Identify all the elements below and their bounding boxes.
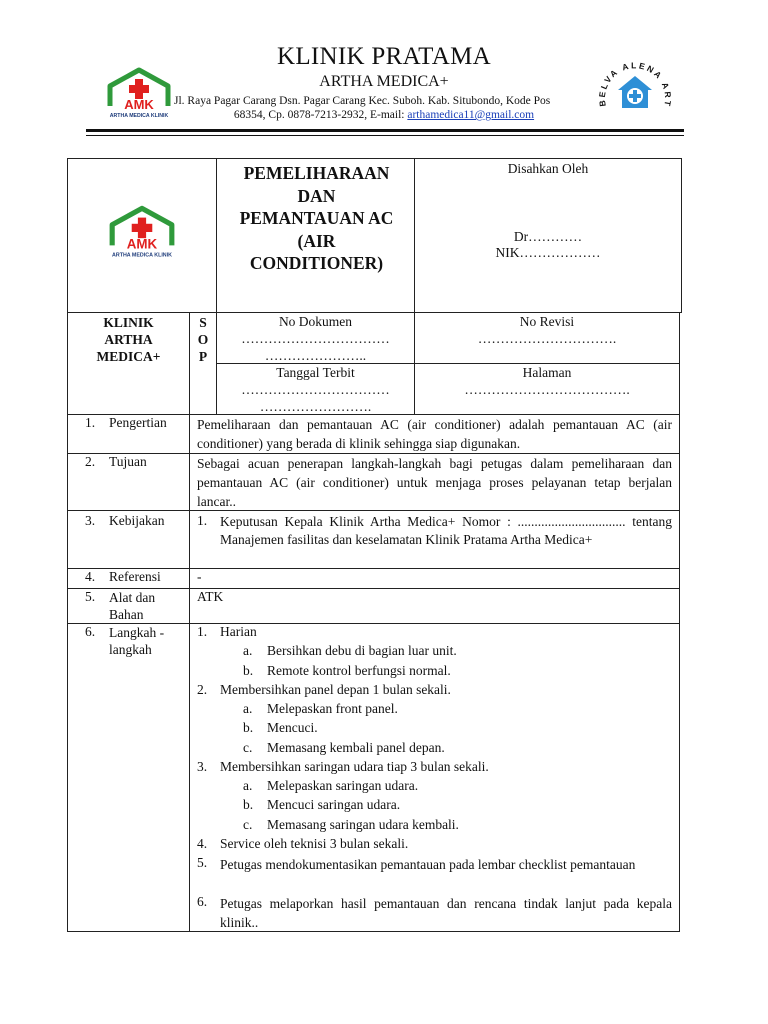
revision-cell (414, 312, 680, 364)
section-label-cell (67, 568, 190, 589)
step-text: Membersihkan panel depan 1 bulan sekali. (220, 682, 451, 697)
substep-letter: b. (243, 663, 254, 678)
clinic-name-line: ARTHA (104, 332, 153, 347)
step-number: 5. (197, 855, 208, 870)
email-link[interactable]: arthamedica11@gmail.com (407, 109, 535, 121)
section-label: Tujuan (109, 454, 147, 469)
pengertian-text: Pemeliharaan dan pemantauan AC (air conditioner) adalah pemantauan AC (air conditioner) yang berada di klinik sehingga siap digunakan. (197, 417, 672, 451)
step-number: 1. (197, 624, 208, 639)
section-label: Referensi (109, 569, 161, 584)
clinic-name-line: KLINIK (103, 315, 154, 330)
substep-letter: b. (243, 797, 254, 812)
sop-title-line: PEMANTAUAN AC (239, 208, 394, 228)
substep-text: Mencuci. (267, 720, 318, 735)
address-contact: 68354, Cp. 0878-7213-2932, E-mail: (233, 109, 408, 121)
sop-title-line: DAN (297, 185, 336, 206)
sop-letter: S (199, 315, 207, 330)
section-label: Kebijakan (109, 513, 165, 528)
section-label: Alat dan (109, 590, 156, 605)
kebijakan-text: Keputusan Kepala Klinik Artha Medica+ Nomor : ................................ tentang Manajemen fasilitas dan keselamatan Klinik Pratama Artha Medica+ (220, 514, 672, 547)
section-number: 5. (85, 589, 96, 604)
section-label-cell (67, 453, 190, 511)
section-number: 4. (85, 569, 96, 584)
sop-logo-text: AMK (126, 236, 158, 252)
substep-letter: c. (243, 817, 253, 832)
clinic-name-cell (67, 312, 190, 415)
section-label: Pengertian (109, 415, 167, 430)
section-content-cell (189, 453, 680, 511)
section-label: Langkah - (109, 625, 165, 640)
sop-title-line: (AIR (297, 230, 336, 251)
policy-item-number: 1. (197, 513, 208, 528)
substep-text: Memasang kembali panel depan. (267, 740, 445, 755)
sop-logo-caption: ARTHA MEDICA KLINIK (112, 252, 172, 259)
seal-logo (596, 56, 674, 126)
doc-number-cell (216, 312, 415, 364)
revision-label: No Revisi (519, 314, 575, 329)
step-text: Membersihkan saringan udara tiap 3 bulan sekali. (220, 759, 489, 774)
substep-letter: a. (243, 778, 253, 793)
step-text: Harian (220, 624, 257, 639)
page-dots: ………………………………. (464, 382, 630, 397)
substep-text: Remote kontrol berfungsi normal. (267, 663, 451, 678)
section-label-cell (67, 623, 190, 932)
sop-logo-cell (67, 158, 217, 313)
doc-number-dots: ………………….. (264, 348, 367, 363)
sop-title-cell (216, 158, 415, 313)
section-number: 2. (85, 454, 96, 469)
step-text: Service oleh teknisi 3 bulan sekali. (220, 836, 409, 851)
revision-dots: …………………………. (477, 331, 617, 346)
address-line-2 (100, 109, 668, 121)
substep-letter: b. (243, 720, 254, 735)
issue-date-label: Tanggal Terbit (276, 365, 355, 380)
doc-number-label: No Dokumen (278, 314, 353, 329)
section-content-cell (189, 414, 680, 454)
section-label-cell (67, 510, 190, 569)
issue-date-dots: ……………………. (259, 399, 372, 414)
clinic-name-line: MEDICA+ (96, 349, 161, 364)
section-content-cell (189, 623, 680, 932)
substep-text: Bersihkan debu di bagian luar unit. (267, 643, 457, 658)
section-label: langkah (109, 642, 152, 657)
tujuan-text: Sebagai acuan penerapan langkah-langkah bagi petugas dalam pemeliharaan dan pemantauan AC (air conditioner) untuk menjaga proses pelayanan tetap berjalan lancar.. (197, 456, 672, 509)
step-number: 3. (197, 759, 208, 774)
step-number: 6. (197, 894, 208, 909)
substep-letter: c. (243, 740, 253, 755)
section-label: Bahan (109, 607, 144, 622)
step-number: 2. (197, 682, 208, 697)
step-text: Petugas mendokumentasikan pemantauan pada lembar checklist pemantauan (220, 857, 636, 872)
letterhead-rule-thin (86, 135, 684, 136)
page-cell (414, 363, 680, 415)
sop-letter: O (197, 332, 209, 347)
logo-text: AMK (124, 97, 154, 112)
approval-cell (414, 158, 682, 313)
section-content-cell (189, 510, 680, 569)
referensi-text: - (197, 569, 202, 584)
doctor-signature-line: Dr………… (513, 229, 583, 244)
section-label-cell (67, 588, 190, 624)
clinic-subname: ARTHA MEDICA+ (319, 73, 449, 90)
logo-caption: ARTHA MEDICA KLINIK (109, 113, 169, 119)
substep-text: Melepaskan saringan udara. (267, 778, 419, 793)
section-content-cell (189, 588, 680, 624)
section-label-cell (67, 414, 190, 454)
sop-letter: P (198, 349, 208, 364)
issue-date-dots: …………………………… (241, 382, 390, 397)
substep-letter: a. (243, 643, 253, 658)
section-number: 1. (85, 415, 96, 430)
substep-letter: a. (243, 701, 253, 716)
section-number: 6. (85, 624, 96, 639)
substep-text: Memasang saringan udara kembali. (267, 817, 459, 832)
approved-by-label: Disahkan Oleh (507, 161, 589, 176)
letterhead-rule-thick (86, 129, 684, 132)
sop-title-line: CONDITIONER) (249, 253, 384, 273)
seal-text: BELVA ALENA ART (596, 60, 674, 109)
sop-letters-cell (189, 312, 217, 415)
address-line-1: Jl. Raya Pagar Carang Dsn. Pagar Carang Kec. Suboh. Kab. Situbondo, Kode Pos (174, 95, 551, 107)
nik-line: NIK……………… (495, 245, 601, 260)
substep-text: Mencuci saringan udara. (267, 797, 401, 812)
issue-date-cell (216, 363, 415, 415)
doc-number-dots: …………………………… (241, 331, 390, 346)
alat-text: ATK (197, 589, 224, 604)
clinic-name: KLINIK PRATAMA (276, 43, 491, 70)
sop-title-line: PEMELIHARAAN (243, 163, 390, 183)
step-number: 4. (197, 836, 208, 851)
step-text: Petugas melaporkan hasil pemantauan dan rencana tindak lanjut pada kepala klinik.. (220, 896, 672, 930)
page-label: Halaman (522, 365, 572, 380)
section-content-cell (189, 568, 680, 589)
substep-text: Melepaskan front panel. (267, 701, 398, 716)
section-number: 3. (85, 513, 96, 528)
sop-logo (106, 204, 178, 260)
